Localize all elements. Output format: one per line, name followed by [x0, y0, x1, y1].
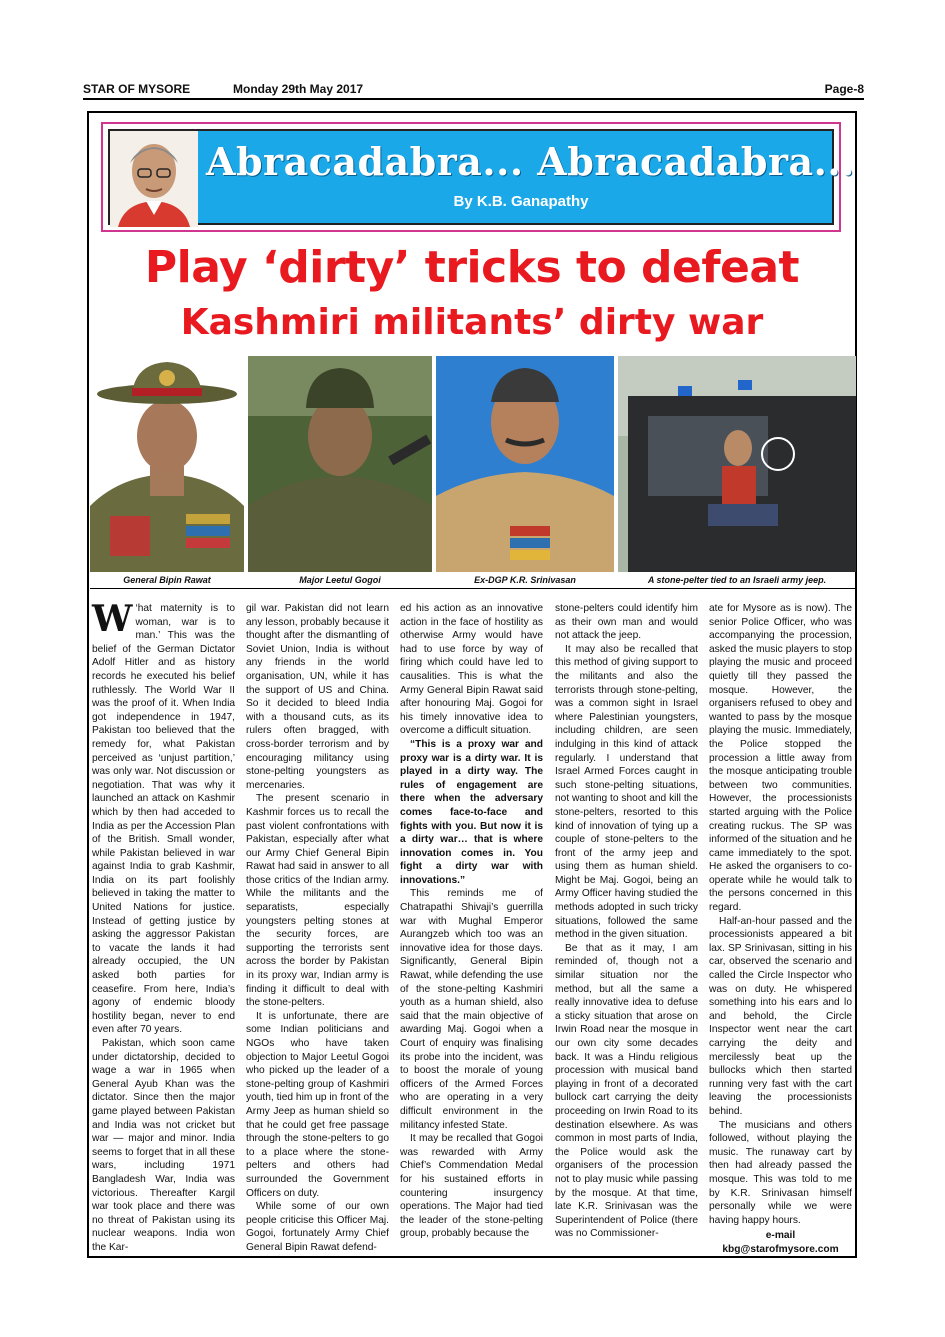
article-paragraph: The present scenario in Kashmir forces us to recall the past violent confrontations with Pakistan, especially after what our Army Chief General Bipin Rawat had said in answer to all those critics of the Indian army. While the militants and the separatists, especially youngsters pelting stones at the security forces, are supporting the terrorists sent across the border by Pakistan in its proxy war, Indian army is finding it difficult to deal with the stone-pelters. [246, 793, 389, 1009]
article-column-1 [92, 598, 235, 1255]
article-paragraph: Pakistan, which soon came under dictatorship, decided to wage a war in 1965 when General Ayub Khan was the dictator. Since then the major game played between Pakistan and India was not cricket but war — major and minor. India seems to forget that in all these wars, including 1971 Bangladesh War, India was victorious. Thereafter Kargil war took place and there was no threat of Pakistan using its nuclear weapons. India won the Kar- [92, 1038, 235, 1253]
article-paragraph: Be that as it may, I am reminded of, though not a similar situation nor the method, but all the same a really innovative idea to defuse a sticky situation that arose on Irwin Road near the mosque in our own city some decades back. It was a Hindu religious procession with musical band playing in front of a decorated bullock cart carrying the deity proceeding on Irwin Road to its destination elsewhere. As was common in most parts of India, the Police would ask the organisers of the procession not to play music while passing by the mosque. At that time, late K.R. Srinivasan was the Superintendent of Police (there was no Commissioner- [555, 942, 698, 1240]
photo-caption: General Bipin Rawat [123, 575, 211, 585]
banner-panel [108, 129, 855, 225]
headline-line-1: Play ‘dirty’ tricks to defeat [144, 242, 800, 293]
headline-line-2: Kashmiri militants’ dirty war [180, 302, 764, 343]
article-paragraph: The musicians and others followed, without playing the music. The runaway cart by then had already passed the mosque. This was told to me by K.R. Srinivasan himself personally while we were having happy hours. [709, 1119, 852, 1226]
caption-rule [90, 588, 856, 589]
email-label: e-mail [765, 1230, 796, 1242]
article-paragraph: While some of our own people criticise this Officer Maj. Gogoi, fortunately Army Chief General Bipin Rawat defend- [246, 1201, 389, 1253]
article-paragraph: It may be recalled that Gogoi was rewarded with Army Chief’s Commendation Medal for his sustained efforts in countering insurgency operations. The Major had tied the leader of the stone-pelting group, probably because the [400, 1133, 543, 1240]
article-column-5 [709, 602, 852, 1257]
column-title: Abracadabra... Abracadabra... [206, 139, 855, 184]
photo-major [248, 356, 432, 572]
masthead [83, 80, 864, 100]
article-quote: “This is a proxy war and proxy war is a dirty war. It is played in a dirty way. The rules of engagement are there when the adversary comes face-to-face and fights with you. But now it is a dirty war… that is where innovation comes in. You fight a dirty war with innovations.” [400, 738, 543, 886]
article-paragraph [92, 598, 235, 1037]
photo-caption: A stone-pelter tied to an Israeli army jeep. [647, 575, 827, 585]
paragraph-text: ‘hat maternity is to woman, war is to man.’ This was the belief of the German Dictator Adolf Hitler and as history records he executed his belief ruthlessly. The World War II was the proof of it. When India got independence in 1947, Pakistan too believed that the remedy for, what Pakistan perceived as ‘unjust partition,’ was only war. Not discussion or negotiation. That was why it launched an attack on Kashmir which by then had acceded to India as per the Accession Plan of the British. Small wonder, while Pakistan believed in war against India to grab Kashmir, India on its part foolishly believed in taking the matter to United Nations for justice. Instead of getting justice by asking the aggressor Pakistan to vacate the lands it had already occupied, the UN asked both parties for ceasefire. From here, India’s agony of endemic bloody hostility began, never to end even after 70 years. [92, 603, 235, 1036]
article-column-3 [400, 602, 543, 1241]
photo-ex-dgp [436, 356, 614, 572]
author-portrait [110, 131, 198, 227]
photo-caption: Major Leetul Gogoi [299, 575, 381, 585]
byline: By K.B. Ganapathy [453, 193, 589, 210]
author-email-block [709, 1229, 852, 1256]
issue-date: Monday 29th May 2017 [233, 82, 364, 96]
author-email: kbg@starofmysore.com [722, 1243, 839, 1255]
article-paragraph: Half-an-hour passed and the processionists appeared a bit lax. SP Srinivasan, sitting in his car, observed the scenario and called the Circle Inspector who was on duty. He whispered something into his ears and lo and behold, the Circle Inspector went near the cart carrying the deity and mercilessly beat up the bullocks which then started running very fast with the cart leaving the processionists behind. [709, 915, 852, 1117]
article-paragraph: It may also be recalled that this method of giving support to the militants and also the terrorists through stone-pelting, was a common sight in Israel where Palestinian youngsters, including children, are seen indulging in this kind of attack regularly. I understand that Israel Armed Forces caught in such stone-pelting situations, not wanting to shoot and kill the stone-pelters, resorted to this kind of innovation of tying up a couple of stone-pelters to the front of the army jeep and using them as human shield. Might be Maj. Gogoi, being an Army Officer having studied the methods adopted in such tricky situations, followed the same method in the given situation. [555, 643, 698, 941]
article-column-4 [555, 602, 698, 1241]
article-column-2 [246, 602, 389, 1255]
page-number: Page-8 [824, 82, 864, 96]
publication-name: STAR OF MYSORE [83, 82, 191, 96]
article-paragraph: gil war. Pakistan did not learn any lesson, probably because it thought after the dismantling of Soviet Union, India is without any friends in the world organisation, UN, while it has the support of US and China. So it decided to bleed India with a thousand cuts, as its rulers often bragged, with cross-border terrorism and by encouraging militancy using stone-pelting youngsters as mercenaries. [246, 603, 389, 791]
column-banner [101, 122, 855, 232]
photo-general [90, 356, 244, 572]
article-paragraph: ate for Mysore as is now). The senior Police Officer, who was accompanying the procession, asked the music players to stop playing the music and proceed quietly till they passed the mosque. However, the organisers refused to obey and wanted to pass by the mosque playing the music. Immediately, the Police stopped the procession a little away from the mosque anticipating trouble between two communities. However, the processionists started arguing with the Police creating ruckus. The SP was informed of the situation and he came immediately to the spot. He asked the organisers to co-operate while he would talk to the persons concerned in this regard. [709, 603, 852, 914]
article-paragraph: ed his action as an innovative action in the face of hostility as otherwise Army would have had to use force by way of firing which could have led to causalities. This is what the Army General Bipin Rawat said after honouring Maj. Gogoi for his timely innovative idea to overcome a difficult situation. [400, 603, 543, 737]
article-paragraph: stone-pelters could identify him as their own man and would not attack the jeep. [555, 603, 698, 642]
article-paragraph: It is unfortunate, there are some Indian politicians and NGOs who have taken objection to Major Leetul Gogoi who picked up the leader of a stone-pelting group of Kashmiri youth, tied him up in front of the Army Jeep as human shield so that he could get free passage through the stone-pelters to go to a place where the stone-pelters and others had surrounded the Government Officers on duty. [246, 1010, 389, 1199]
photo-stone-pelter [618, 356, 856, 572]
article-paragraph: This reminds me of Chatrapathi Shivaji’s guerrilla war with Mughal Emperor Aurangzeb which too was an innovative idea for those days. Significantly, General Bipin Rawat, while defending the use of the stone-pelting Kashmiri youth as a human shield, also said that the main objective of awarding Maj. Gogoi when a Court of enquiry was finalising its probe into the incident, was to boost the morale of young officers of the Armed Forces who are operating in a very difficult environment in the militancy infested State. [400, 888, 543, 1131]
photo-caption: Ex-DGP K.R. Srinivasan [474, 575, 576, 585]
drop-cap: W [92, 598, 133, 640]
